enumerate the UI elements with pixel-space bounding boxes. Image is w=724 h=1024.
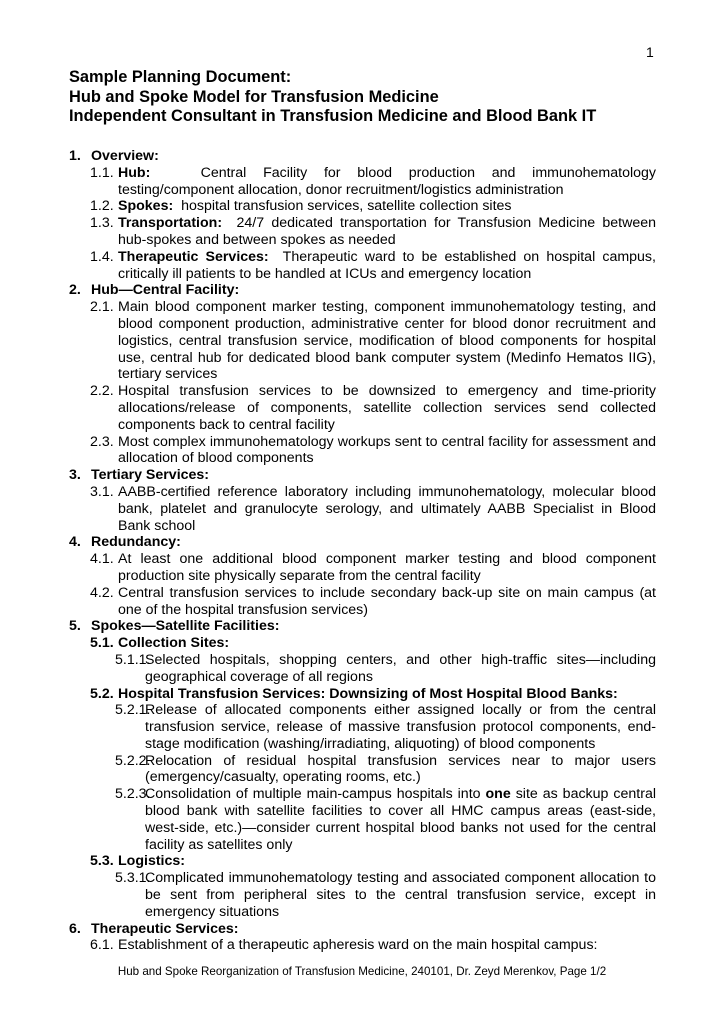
list-item: 1.1. Hub: Central Facility for blood production and immunohematology testing/component allocation, donor recruitment/logistics administration xyxy=(90,164,656,198)
list-item: 2.1. Main blood component marker testing, component immunohematology testing, and blood component production, administrative center for blood donor recruitment and logistics, central transfusion service, modification of blood components for hospital use, central hub for dedicated blood bank computer system (Medinfo Hematos IIG), tertiary services xyxy=(90,299,656,383)
section-heading: 3. Tertiary Services: xyxy=(69,467,210,484)
list-item: 1.3. Transportation: 24/7 dedicated transportation for Transfusion Medicine between hub-spokes and between spokes as needed xyxy=(90,215,656,248)
list-item: 4.1. At least one additional blood component marker testing and blood component production site physically separate from the central facility xyxy=(90,551,656,584)
document-title xyxy=(69,68,596,127)
title-line-2: Hub and Spoke Model for Transfusion Medicine xyxy=(69,87,439,106)
list-item: 5.3.1. Complicated immunohematology testing and associated component allocation to be sent from peripheral sites to the central transfusion service, except in emergency situations xyxy=(115,870,656,920)
list-item: 2.2. Hospital transfusion services to be downsized to emergency and time-priority allocations/release of components, satellite collection services send collected components back to central facility xyxy=(90,383,656,433)
subsection-heading: 5.1. Collection Sites: xyxy=(90,635,230,652)
list-item: 4.2. Central transfusion services to include secondary back-up site on main campus (at one of the hospital transfusion services) xyxy=(90,584,656,618)
subsection-heading: 5.2. Hospital Transfusion Services: Downsizing of Most Hospital Blood Banks: xyxy=(90,685,618,702)
section-heading: 4. Redundancy: xyxy=(69,534,181,551)
section-heading: 2. Hub—Central Facility: xyxy=(69,282,240,299)
list-item: 5.2.3. Consolidation of multiple main-campus hospitals into one site as backup central blood bank with satellite facilities to cover all HMC campus areas (east-side, west-side, etc.)—consider current hospital blood banks not used for the central facility as satellites only xyxy=(115,786,656,853)
section-heading: 5. Spokes—Satellite Facilities: xyxy=(69,618,280,635)
title-line-3: Independent Consultant in Transfusion Medicine and Blood Bank IT xyxy=(69,107,597,125)
list-item: 6.1. Establishment of a therapeutic apheresis ward on the main hospital campus: xyxy=(90,937,598,954)
subsection-heading: 5.3. Logistics: xyxy=(90,853,186,870)
emphasis-one: one xyxy=(485,786,511,803)
section-heading: 6. Therapeutic Services: xyxy=(69,920,239,937)
list-item: 5.2.2. Relocation of residual hospital transfusion services near to major users (emergency/casualty, operating rooms, etc.) xyxy=(115,752,656,786)
list-item: 5.2.1. Release of allocated components either assigned locally or from the central transfusion service, release of massive transfusion protocol components, end-stage modification (washing/irradiating, aliquoting) of blood components xyxy=(115,702,656,752)
list-item: 2.3. Most complex immunohematology workups sent to central facility for assessment and allocation of blood components xyxy=(90,433,656,467)
list-item: 1.4. Therapeutic Services: Therapeutic ward to be established on hospital campus, critically ill patients to be handled at ICUs and emergency location xyxy=(90,248,656,282)
section-heading: 1. Overview: xyxy=(69,148,159,164)
page-footer: Hub and Spoke Reorganization of Transfusion Medicine, 240101, Dr. Zeyd Merenkov, Page 1/2 xyxy=(117,965,607,978)
page-number: 1 xyxy=(646,44,654,60)
list-item: 3.1. AABB-certified reference laboratory including immunohematology, molecular blood bank, platelet and granulocyte serology, and ultimately AABB Specialist in Blood Bank school xyxy=(90,483,656,534)
list-item: 5.1.1. Selected hospitals, shopping centers, and other high-traffic sites—including geographical coverage of all regions xyxy=(115,651,656,685)
document-body xyxy=(0,148,724,954)
title-line-1: Sample Planning Document: xyxy=(69,68,292,86)
list-item: 1.2. Spokes: hospital transfusion services, satellite collection sites xyxy=(90,198,512,215)
